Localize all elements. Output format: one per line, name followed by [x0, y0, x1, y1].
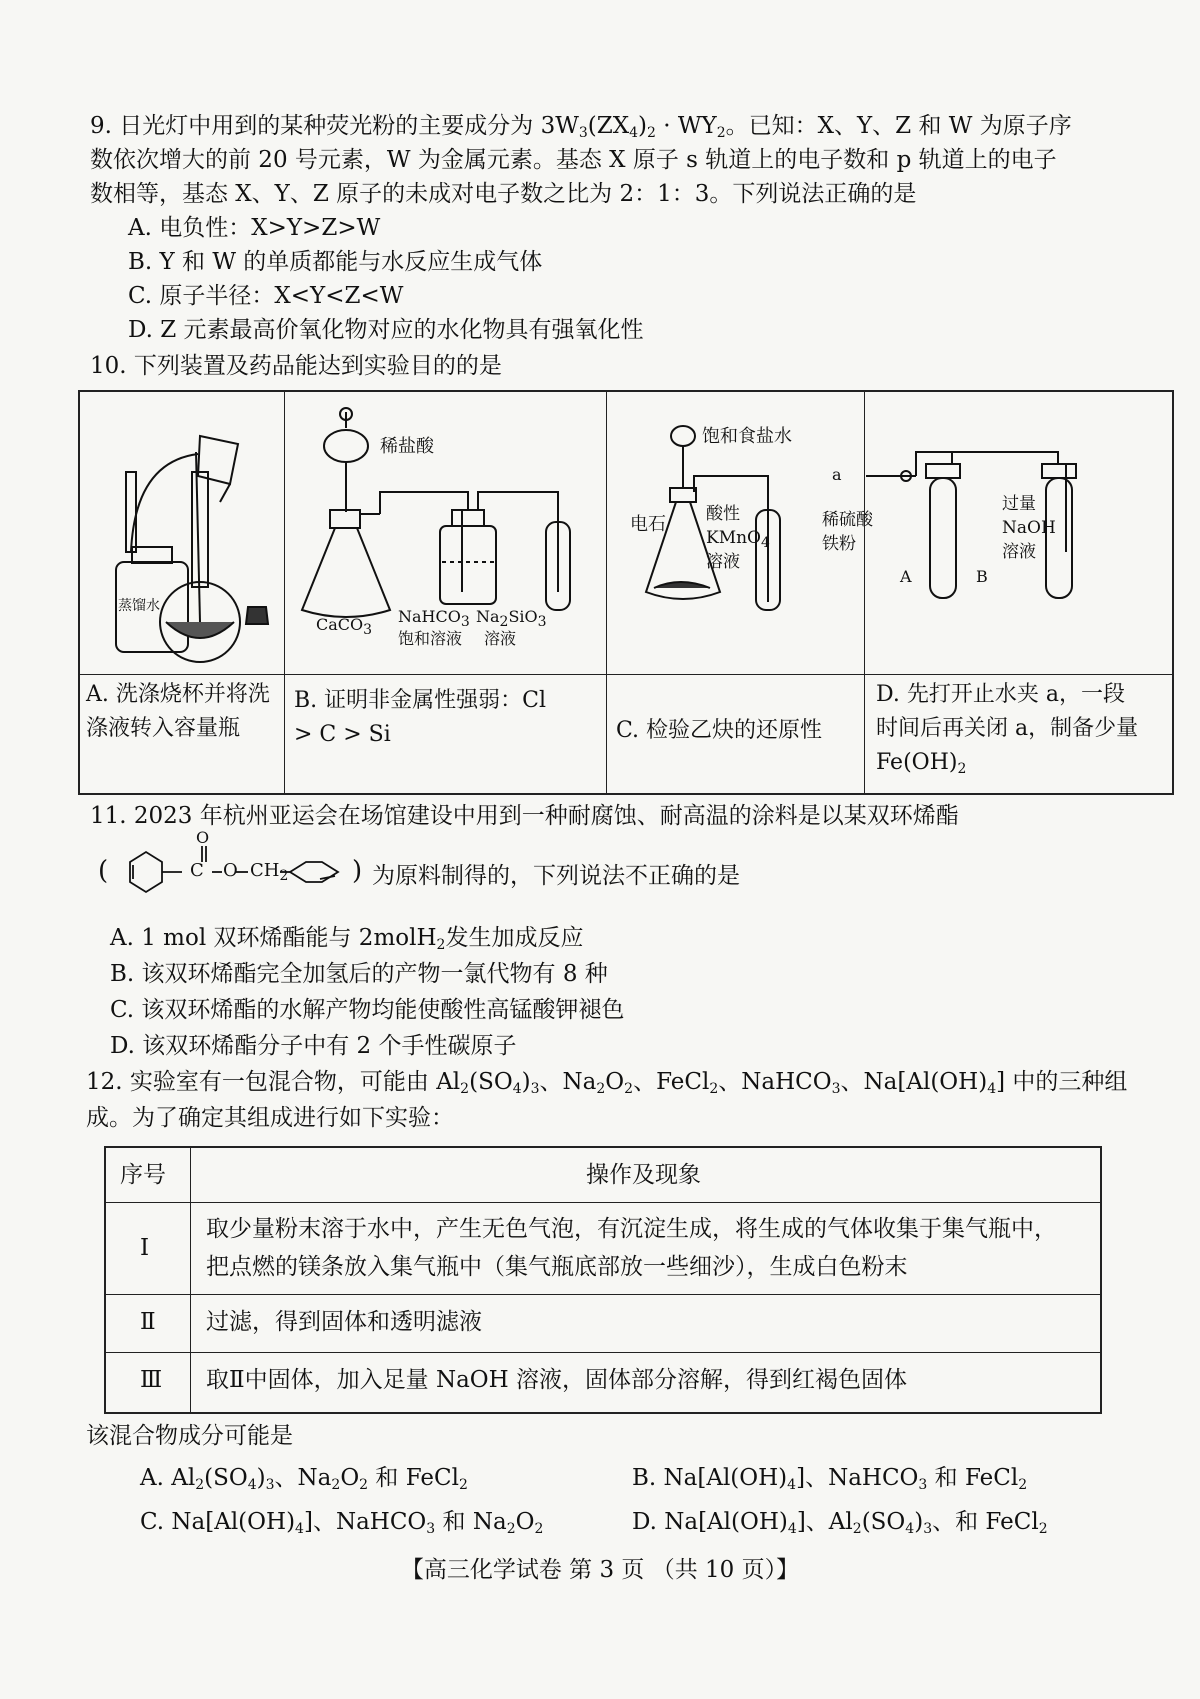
q10-option-a[interactable]: A. 洗涤烧杯并将洗涤液转入容量瓶 — [86, 682, 270, 741]
q12-option-c[interactable]: C. $Na[Al(OH)_4]$、NaHCO$_3$ 和 $Na_2O_2$ — [140, 1509, 544, 1537]
ch2: $CH_2$ — [250, 860, 289, 884]
label-naoh: 过量 NaOH 溶液 — [1002, 494, 1056, 562]
q12-option-d[interactable]: D. $Na[Al(OH)_4]$、$Al_2(SO_4)_3$、和 FeCl$_2$ — [632, 1509, 1048, 1537]
q10-option-b[interactable]: B. 证明非金属性强弱：Cl > C > Si — [294, 688, 547, 747]
paren-open: ( — [98, 856, 109, 886]
q11-structure — [90, 828, 390, 912]
table-row-2-text: 过滤，得到固体和透明滤液 — [206, 1309, 482, 1335]
q11-option-c[interactable]: C. 该双环烯酯的水解产物均能使酸性高锰酸钾褪色 — [110, 997, 625, 1023]
q10-apparatus-table — [78, 390, 1174, 795]
q11-option-d[interactable]: D. 该双环烯酯分子中有 2 个手性碳原子 — [110, 1033, 517, 1059]
q12-option-b[interactable]: B. $Na[Al(OH)_4]$、NaHCO$_3$ 和 FeCl$_2$ — [632, 1465, 1028, 1493]
carbonyl-o: O — [196, 828, 210, 847]
label-caco3: CaCO$_3$ — [316, 615, 373, 638]
q9-stem-line2: 数依次增大的前 20 号元素，W 为金属元素。基态 X 原子 s 轨道上的电子数和 p 轨道上的电子 — [90, 147, 1057, 173]
table-row-1-text: 取少量粉末溶于水中，产生无色气泡，有沉淀生成，将生成的气体收集于集气瓶中， 把点燃的镁条放入集气瓶中（集气瓶底部放一些细沙），生成白色粉末 — [206, 1216, 1057, 1280]
q11-stem2: 为原料制得的，下列说法不正确的是 — [372, 863, 740, 889]
q10-option-c[interactable]: C. 检验乙炔的还原性 — [616, 718, 823, 743]
label-carbide: 电石 — [630, 514, 666, 535]
table-row-3-text: 取Ⅱ中固体，加入足量 NaOH 溶液，固体部分溶解，得到红褐色固体 — [206, 1367, 908, 1393]
ester-c: C — [190, 860, 204, 881]
q12-option-a[interactable]: A. $Al_2(SO_4)_3$、$Na_2O_2$ 和 FeCl$_2$ — [140, 1465, 468, 1493]
label-kmno4: 酸性 KMnO$_4$ 溶液 — [706, 504, 770, 572]
q9-option-c[interactable]: C. 原子半径：X<Y<Z<W — [128, 283, 404, 309]
q9-option-b[interactable]: B. Y 和 W 的单质都能与水反应生成气体 — [128, 249, 543, 275]
table-header-no: 序号 — [120, 1162, 166, 1188]
apparatus-b-drawing — [302, 408, 570, 617]
label-na2sio3: $Na_2SiO_3$ 溶液 — [476, 607, 547, 648]
table-row-2-no: Ⅱ — [140, 1309, 156, 1335]
label-tube-b: B — [976, 567, 988, 586]
q11-stem: 11. 2023 年杭州亚运会在场馆建设中用到一种耐腐蚀、耐高温的涂料是以某双环烯酯 — [90, 803, 959, 829]
apparatus-a-drawing — [116, 436, 268, 662]
label-nahco3: NaHCO$_3$ 饱和溶液 — [398, 607, 470, 648]
q10-stem: 10. 下列装置及药品能达到实验目的的是 — [90, 353, 502, 379]
table-row-3-no: Ⅲ — [140, 1367, 163, 1393]
q11-option-a[interactable]: A. 1 mol 双环烯酯能与 2molH$_2$发生加成反应 — [110, 925, 584, 953]
q9-stem-line1: 9. 日光灯中用到的某种荧光粉的主要成分为 $3W_3(ZX_4)_2 \cdot WY_2$。已知：X、Y、Z 和 W 为原子序 — [90, 113, 1072, 141]
label-acid-iron: 稀硫酸 铁粉 — [822, 510, 873, 554]
table-header-op: 操作及现象 — [586, 1162, 701, 1188]
q9-option-a[interactable]: A. 电负性：X>Y>Z>W — [128, 215, 381, 241]
page-footer: 【高三化学试卷 第 3 页 （共 10 页）】 — [400, 1557, 800, 1583]
table-row-1-no: Ⅰ — [140, 1235, 150, 1261]
q9-option-d[interactable]: D. Z 元素最高价氧化物对应的水化物具有强氧化性 — [128, 317, 644, 343]
q9-stem-line3: 数相等，基态 X、Y、Z 原子的未成对电子数之比为 2：1：3。下列说法正确的是 — [90, 181, 917, 207]
ester-o: O — [223, 860, 238, 881]
q12-table — [104, 1146, 1102, 1414]
label-clamp-a: a — [832, 465, 842, 484]
label-tube-a: A — [900, 567, 912, 586]
bicyclic-ester-structure — [90, 832, 390, 912]
label-hcl: 稀盐酸 — [380, 436, 434, 457]
q11-option-b[interactable]: B. 该双环烯酯完全加氢后的产物一氯代物有 8 种 — [110, 961, 608, 987]
q12-stem-line1: 12. 实验室有一包混合物，可能由 $Al_2(SO_4)_3$、$Na_2O_2$、FeCl$_2$、NaHCO$_3$、$Na[Al(OH)_4]$ 中的三种组 — [86, 1069, 1128, 1097]
label-saline: 饱和食盐水 — [702, 426, 792, 447]
q12-stem-line2: 成。为了确定其组成进行如下实验： — [86, 1105, 454, 1131]
paren-close: ) — [352, 856, 363, 886]
label-distilled-water: 蒸馏水 — [118, 598, 160, 614]
q12-question: 该混合物成分可能是 — [86, 1423, 293, 1449]
q10-option-d[interactable]: D. 先打开止水夹 a，一段 时间后再关闭 a，制备少量 $Fe(OH)_2$ — [876, 682, 1139, 777]
